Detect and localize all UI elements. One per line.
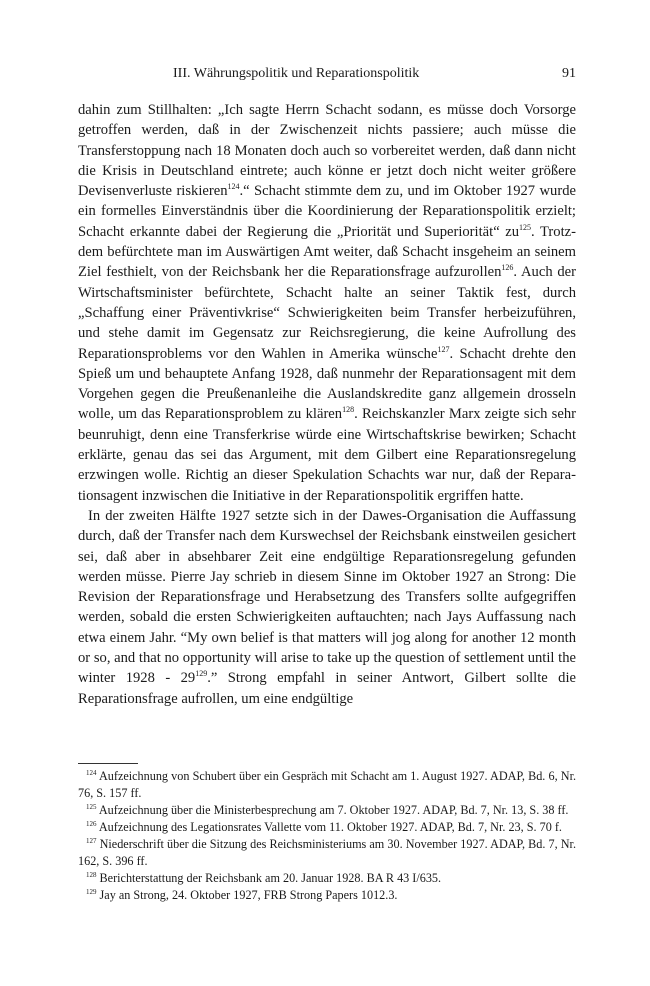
footnote-text: Aufzeichnung über die Ministerbesprechung am 7. Oktober 1927. ADAP, Bd. 7, Nr. 13, S. 38 ff. [98,803,569,817]
running-head [78,64,576,84]
footnote [78,870,576,887]
footnote-number: 124 [86,768,97,777]
footnote [78,802,576,819]
footnote-ref[interactable]: 125 [519,222,532,232]
footnote-ref[interactable]: 128 [342,405,355,415]
text-run: . Schacht drehte den Spieß um und behauptete Anfang 1928, daß nunmehr der Reparationsagent mit dem Vorgehen gegen die Preußenanleihe die Auslandskredite ganz allgemein drosseln wolle, um das Reparationsproblem zu klären [78,345,577,423]
text-run: .“ Schacht stimmte dem zu, und im Oktober 1927 wurde ein formelles Einverständnis über die Koordinierung der Reparationspolitik erzielt; Schacht erkannte dabei der Regierung die „Priorität und Superiorität“ zu [78,183,576,240]
footnote-number: 128 [86,870,97,879]
footnote-number: 125 [86,802,97,811]
footnote-ref[interactable]: 127 [437,344,450,354]
text-run: . Reichskanzler Marx zeigte sich sehr beunruhigt, denn eine Transferkrise würde eine Wirtschaftskrise bewirken; Schacht erklärte, genau das sei das Argument, mit dem Gilbert eine Reparationsregelung erzwingen wolle. Richtig an dieser Spekulation Schachts war nur, daß der Reparationsagent inzwischen die Initiative in der Reparationspolitik ergriffen hatte. [78,406,576,504]
footnote [78,887,576,904]
running-title: III. Währungspolitik und Reparationspolitik [173,66,420,81]
footnote-text: Aufzeichnung von Schubert über ein Gespräch mit Schacht am 1. August 1927. ADAP, Bd. 6, Nr. 76, S. 157 ff. [78,769,577,800]
footnote [78,768,576,802]
footnote [78,819,576,836]
page-number: 91 [562,66,576,81]
footnote-ref[interactable]: 124 [227,182,240,192]
footnotes [78,768,576,904]
footnote-ref[interactable]: 129 [195,669,208,679]
body-text [78,100,576,709]
text-run: . Auch der Wirtschaftsminister befürchtete, Schacht halte an seiner Taktik fest, durch „Schaffung einer Präventivkrise“ Schwierigkeiten beim Transfer herbeizuführen, und stehe damit im Gegensatz zur Reichsregierung, die keine Aufrollung des Reparationsproblems vor den Wahlen in Amerika wünsche [78,264,577,362]
footnote [78,836,576,870]
footnote-separator [78,763,138,764]
paragraph [78,506,576,709]
footnote-number: 126 [86,819,97,828]
text-run: dahin zum Stillhalten: „Ich sagte Herrn Schacht sodann, es müsse doch Vorsorge getroffen werden, daß in der Zwischenzeit nichts passiere; auch müsse die Transferstoppung nach 18 Monaten doch auch so vorbereitet werden, daß dann nicht die Krisis in Deutschland eintrete; auch könne er jetzt doch nicht weiter größere Devisenverluste riskieren [78,102,576,200]
text-run: .” Strong empfahl in seiner Antwort, Gilbert sollte die Reparationsfrage aufrollen, um eine endgültige [78,670,576,707]
footnote-text: Berichterstattung der Reichsbank am 20. Januar 1928. BA R 43 I/635. [99,871,442,885]
footnote-text: Niederschrift über die Sitzung des Reichsministeriums am 30. November 1927. ADAP, Bd. 7, Nr. 162, S. 396 ff. [78,837,576,868]
text-run: . Trotzdem befürchtete man im Auswärtigen Amt weiter, daß Schacht insgeheim an seinem Ziel festhielt, von der Reichsbank her die Reparationsfrage aufzurollen [78,223,576,281]
footnote-text: Aufzeichnung des Legationsrates Vallette vom 11. Oktober 1927. ADAP, Bd. 7, Nr. 23, S. 70 f. [98,820,562,834]
paragraph [78,100,576,506]
text-run: In der zweiten Hälfte 1927 setzte sich in der Dawes-Organisation die Auffassung durch, daß der Transfer nach dem Kurswechsel der Reichsbank einstweilen gesichert sei, daß aber in absehbarer Zeit eine endgültige Reparationsregelung gefunden werden müsse. Pierre Jay schrieb in diesem Sinne im Oktober 1927 an Strong: Die Revision der Reparationsfrage und Herabsetzung des Transfers sollte aufgegriffen werden, sobald die ersten Schwierigkeiten auftauchten; nach Jays Auffassung nach etwa einem Jahr. “My own belief is that matters will jog along for another 12 month or so, and that no opportunity will arise to take up the question of settlement until the winter 1928 - 29 [78,507,576,687]
footnote-number: 127 [86,836,97,845]
footnote-ref[interactable]: 126 [501,263,514,273]
footnote-text: Jay an Strong, 24. Oktober 1927, FRB Strong Papers 1012.3. [99,888,398,902]
footnote-number: 129 [86,887,97,896]
